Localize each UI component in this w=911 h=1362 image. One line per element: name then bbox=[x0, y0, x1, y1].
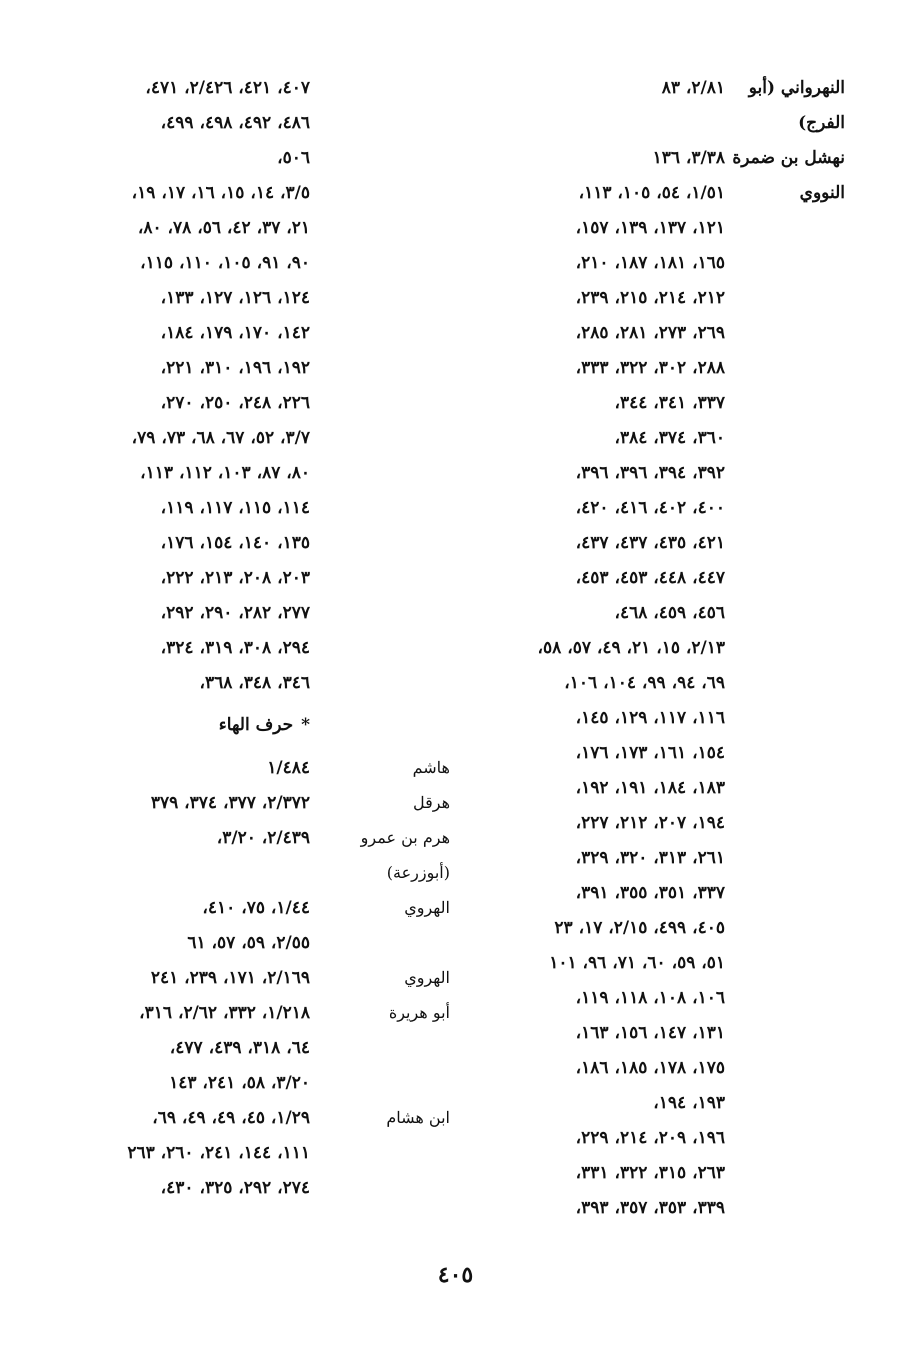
index-row bbox=[60, 890, 450, 925]
star-icon: * bbox=[301, 715, 310, 735]
page-references: ٣٩٢، ٣٩٤، ٣٩٦، ٣٩٦، bbox=[575, 462, 725, 483]
page-references: ١١٦، ١١٧، ١٢٩، ١٤٥، bbox=[575, 707, 725, 728]
page-references: ٣٣٧، ٣٥١، ٣٥٥، ٣٩١، bbox=[575, 882, 725, 903]
index-row bbox=[60, 560, 450, 595]
index-row bbox=[60, 280, 450, 315]
page-references: ٢٨٨، ٣٠٢، ٣٢٢، ٣٣٣، bbox=[575, 357, 725, 378]
left-column bbox=[60, 70, 450, 1205]
index-row bbox=[60, 1030, 450, 1065]
index-row bbox=[60, 350, 450, 385]
page-number: ٤٠٥ bbox=[437, 1262, 474, 1288]
page-references: ٣٦٠، ٣٧٤، ٣٨٤، bbox=[614, 427, 725, 448]
page-references: ١٤٢، ١٧٠، ١٧٩، ١٨٤، bbox=[160, 322, 310, 343]
page-references: ١/٥١، ٥٤، ١٠٥، ١١٣، bbox=[578, 182, 725, 203]
page-references: ١٩٢، ١٩٦، ٣١٠، ٢٢١، bbox=[160, 357, 310, 378]
page-references: ١٣٥، ١٤٠، ١٥٤، ١٧٦، bbox=[160, 532, 310, 553]
page-references: ٥١، ٥٩، ٦٠، ٧١، ٩٦، ١٠١ bbox=[549, 952, 725, 973]
page-references: ٤٠٠، ٤٠٢، ٤١٦، ٤٢٠، bbox=[575, 497, 725, 518]
index-row bbox=[460, 980, 845, 1015]
index-row bbox=[460, 1015, 845, 1050]
index-row bbox=[460, 630, 845, 665]
index-row bbox=[60, 455, 450, 490]
page-references: ٤٠٧، ٤٢١، ٢/٤٢٦، ٤٧١، bbox=[145, 77, 310, 98]
page-references: ٢/٨١، ٨٣ bbox=[661, 77, 725, 98]
page-references: ٢/٤٣٩، ٣/٢٠، bbox=[216, 827, 310, 848]
index-row bbox=[460, 595, 845, 630]
entry-name: هرم بن عمرو bbox=[360, 828, 450, 847]
page-references: ٢/١٣، ١٥، ٢١، ٤٩، ٥٧، ٥٨، bbox=[537, 637, 725, 658]
index-row bbox=[60, 665, 450, 700]
page-references: ٢٩٤، ٣٠٨، ٣١٩، ٣٢٤، bbox=[160, 637, 310, 658]
entry-name: الفرج) bbox=[798, 112, 845, 133]
index-row bbox=[60, 995, 450, 1030]
index-row bbox=[60, 785, 450, 820]
index-row bbox=[60, 820, 450, 855]
page-references: ١٩٤، ٢٠٧، ٢١٢، ٢٢٧، bbox=[575, 812, 725, 833]
entry-name: النهرواني (أبو bbox=[748, 77, 845, 98]
page-references: ١٣١، ١٤٧، ١٥٦، ١٦٣، bbox=[575, 1022, 725, 1043]
index-row bbox=[60, 315, 450, 350]
entry-name: هرقل bbox=[412, 793, 450, 812]
page-references: ٤٠٥، ٤٩٩، ٢/١٥، ١٧، ٢٣ bbox=[554, 917, 725, 938]
page-references: ١٨٣، ١٨٤، ١٩١، ١٩٢، bbox=[575, 777, 725, 798]
page-references: ٨٠، ٨٧، ١٠٣، ١١٢، ١١٣، bbox=[140, 462, 310, 483]
index-row bbox=[460, 245, 845, 280]
entry-name: (أبوزرعة) bbox=[386, 863, 450, 882]
page-references: ٢١٢، ٢١٤، ٢١٥، ٢٣٩، bbox=[575, 287, 725, 308]
index-row bbox=[460, 910, 845, 945]
index-row bbox=[460, 875, 845, 910]
page-references: ١/٢٩، ٤٥، ٤٩، ٤٩، ٦٩، bbox=[152, 1107, 310, 1128]
page-references: ١٢٤، ١٢٦، ١٢٧، ١٣٣، bbox=[160, 287, 310, 308]
page-references: ١٩٦، ٢٠٩، ٢١٤، ٢٢٩، bbox=[575, 1127, 725, 1148]
page-references: ٥٠٦، bbox=[277, 147, 310, 168]
section-heading-label: حرف الهاء bbox=[218, 715, 294, 735]
page-references: ٢٢٦، ٢٤٨، ٢٥٠، ٢٧٠، bbox=[160, 392, 310, 413]
index-row bbox=[60, 750, 450, 785]
entry-name: الهروي bbox=[404, 898, 450, 917]
page-references: ٢٠٣، ٢٠٨، ٢١٣، ٢٢٢، bbox=[160, 567, 310, 588]
page-references: ٤٢١، ٤٣٥، ٤٣٧، ٤٣٧، bbox=[575, 532, 725, 553]
index-row bbox=[460, 945, 845, 980]
index-row bbox=[460, 560, 845, 595]
page-references: ٢٦١، ٣١٣، ٣٢٠، ٣٢٩، bbox=[575, 847, 725, 868]
page-references: ٢٦٩، ٢٧٣، ٢٨١، ٢٨٥، bbox=[575, 322, 725, 343]
page-references: ٣٣٩، ٣٥٣، ٣٥٧، ٣٩٣، bbox=[575, 1197, 725, 1218]
index-row bbox=[60, 420, 450, 455]
index-row bbox=[60, 630, 450, 665]
index-row bbox=[60, 595, 450, 630]
page-references: ١١٤، ١١٥، ١١٧، ١١٩، bbox=[160, 497, 310, 518]
index-row bbox=[60, 210, 450, 245]
page-references: ١٧٥، ١٧٨، ١٨٥، ١٨٦، bbox=[575, 1057, 725, 1078]
index-row bbox=[460, 770, 845, 805]
index-row bbox=[60, 960, 450, 995]
index-row bbox=[460, 1155, 845, 1190]
index-row bbox=[60, 105, 450, 140]
page-references: ٦٤، ٣١٨، ٤٣٩، ٤٧٧، bbox=[169, 1037, 310, 1058]
entry-name: نهشل بن ضمرة bbox=[732, 147, 845, 168]
index-row bbox=[60, 490, 450, 525]
page-references: ٣٣٧، ٣٤١، ٣٤٤، bbox=[614, 392, 725, 413]
entry-name: الهروي bbox=[404, 968, 450, 987]
index-row bbox=[460, 385, 845, 420]
index-row bbox=[460, 525, 845, 560]
index-row bbox=[460, 140, 845, 175]
index-row bbox=[460, 175, 845, 210]
index-row bbox=[60, 1135, 450, 1170]
left-column-entries bbox=[60, 750, 450, 1205]
index-row bbox=[460, 490, 845, 525]
page-references: ١٢١، ١٣٧، ١٣٩، ١٥٧، bbox=[575, 217, 725, 238]
index-row bbox=[60, 1065, 450, 1100]
index-row bbox=[60, 140, 450, 175]
index-row bbox=[460, 665, 845, 700]
page-references: ٢/٣٧٢، ٣٧٧، ٣٧٤، ٣٧٩ bbox=[150, 792, 310, 813]
index-row bbox=[60, 1170, 450, 1205]
page-references: ٦٩، ٩٤، ٩٩، ١٠٤، ١٠٦، bbox=[564, 672, 725, 693]
page-references: ٤٤٧، ٤٤٨، ٤٥٣، ٤٥٣، bbox=[575, 567, 725, 588]
page-references: ١/٤٨٤ bbox=[267, 757, 310, 778]
page-references: ٣/٥، ١٤، ١٥، ١٦، ١٧، ١٩، bbox=[131, 182, 310, 203]
page-references: ٣/٢٠، ٥٨، ٢٤١، ١٤٣ bbox=[169, 1072, 310, 1093]
index-row bbox=[60, 855, 450, 890]
index-row bbox=[460, 455, 845, 490]
section-heading bbox=[60, 700, 450, 750]
index-row bbox=[460, 735, 845, 770]
index-row bbox=[460, 210, 845, 245]
index-row bbox=[60, 525, 450, 560]
index-row bbox=[60, 70, 450, 105]
index-row bbox=[460, 105, 845, 140]
page-references: ٤٥٦، ٤٥٩، ٤٦٨، bbox=[614, 602, 725, 623]
page-references: ٩٠، ٩١، ١٠٥، ١١٠، ١١٥، bbox=[140, 252, 310, 273]
page-references: ٢١، ٣٧، ٤٢، ٥٦، ٧٨، ٨٠، bbox=[137, 217, 310, 238]
index-row bbox=[460, 1120, 845, 1155]
index-row bbox=[60, 175, 450, 210]
page-references: ٣/٧، ٥٢، ٦٧، ٦٨، ٧٣، ٧٩، bbox=[131, 427, 310, 448]
index-row bbox=[460, 1050, 845, 1085]
entry-name: ابن هشام bbox=[386, 1108, 450, 1127]
index-row bbox=[60, 245, 450, 280]
index-row bbox=[460, 350, 845, 385]
index-row bbox=[460, 280, 845, 315]
page-references: ٢٧٤، ٢٩٢، ٣٢٥، ٤٣٠، bbox=[160, 1177, 310, 1198]
page-references: ١٩٣، ١٩٤، bbox=[653, 1092, 725, 1113]
index-row bbox=[460, 700, 845, 735]
page-references: ٢/١٦٩، ١٧١، ٢٣٩، ٢٤١ bbox=[150, 967, 310, 988]
index-row bbox=[60, 1100, 450, 1135]
page-references: ٣٤٦، ٣٤٨، ٣٦٨، bbox=[199, 672, 310, 693]
page-references: ١٥٤، ١٦١، ١٧٣، ١٧٦، bbox=[575, 742, 725, 763]
index-row bbox=[460, 420, 845, 455]
page-references: ٤٨٦، ٤٩٢، ٤٩٨، ٤٩٩، bbox=[160, 112, 310, 133]
index-row bbox=[60, 925, 450, 960]
page-references: ١٠٦، ١٠٨، ١١٨، ١١٩، bbox=[575, 987, 725, 1008]
page-references: ٢٦٣، ٣١٥، ٣٢٢، ٣٣١، bbox=[575, 1162, 725, 1183]
page-references: ١/٤٤، ٧٥، ٤١٠، bbox=[202, 897, 310, 918]
index-row bbox=[60, 385, 450, 420]
index-row bbox=[460, 840, 845, 875]
page-references: ٣/٣٨، ١٣٦ bbox=[652, 147, 725, 168]
index-row bbox=[460, 1085, 845, 1120]
page-references: ١١١، ١٤٤، ٢٤١، ٢٦٠، ٢٦٣ bbox=[127, 1142, 310, 1163]
page-references: ١٦٥، ١٨١، ١٨٧، ٢١٠، bbox=[575, 252, 725, 273]
index-row bbox=[460, 805, 845, 840]
entry-name: أبو هريرة bbox=[388, 1003, 450, 1022]
entry-name: النووي bbox=[799, 182, 845, 203]
page-references: ٢/٥٥، ٥٩، ٥٧، ٦١ bbox=[187, 932, 310, 953]
page-references: ٢٧٧، ٢٨٢، ٢٩٠، ٢٩٢، bbox=[160, 602, 310, 623]
entry-name: هاشم bbox=[412, 758, 450, 777]
index-row bbox=[460, 70, 845, 105]
left-column-continuation bbox=[60, 70, 450, 700]
index-row bbox=[460, 1190, 845, 1225]
index-row bbox=[460, 315, 845, 350]
page-references: ١/٢١٨، ٣٣٢، ٢/٦٢، ٣١٦، bbox=[139, 1002, 310, 1023]
right-column bbox=[460, 70, 845, 1225]
